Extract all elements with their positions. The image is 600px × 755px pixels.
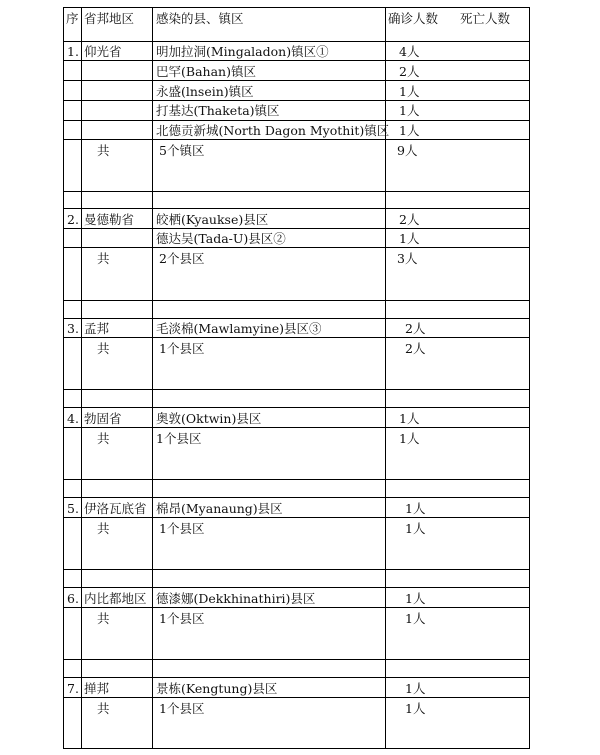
region-name: 孟邦 [84,321,110,336]
row-rule [63,517,530,518]
confirmed-count: 1人 [399,84,420,99]
total-label: 共 [97,341,110,356]
row-rule [63,80,530,81]
col-rule [81,7,82,749]
group-number: 5. [67,501,79,516]
row-rule [63,677,530,678]
total-label: 共 [97,143,110,158]
total-confirmed: 1人 [405,521,426,536]
row-rule [63,659,530,660]
total-district: 1个县区 [156,431,202,446]
total-district: 5个镇区 [159,143,205,158]
region-name: 掸邦 [84,681,110,696]
row-rule [63,607,530,608]
region-name: 内比都地区 [84,591,147,606]
row-rule [63,191,530,192]
row-rule [63,389,530,390]
group-number: 4. [67,411,79,426]
row-rule [63,100,530,101]
total-district: 1个县区 [159,611,205,626]
district-name: 棉昂(Myanaung)县区 [156,501,283,516]
confirmed-count: 2人 [399,212,420,227]
header-district: 感染的县、镇区 [156,11,244,26]
region-name: 伊洛瓦底省 [84,501,147,516]
region-name: 仰光省 [84,44,122,59]
confirmed-count: 1人 [405,591,426,606]
district-name: 毛淡棉(Mawlamyine)县区③ [156,321,322,336]
confirmed-count: 1人 [405,681,426,696]
total-label: 共 [97,521,110,536]
row-rule [63,60,530,61]
group-number: 3. [67,321,79,336]
total-district: 1个县区 [159,521,205,536]
header-deaths: 死亡人数 [460,11,511,26]
row-rule [63,697,530,698]
row-rule [63,41,530,42]
total-label: 共 [97,431,110,446]
district-name: 北德贡新城(North Dagon Myothit)镇区 [156,123,390,138]
district-name: 景栋(Kengtung)县区 [156,681,278,696]
district-name: 打基达(Thaketa)镇区 [156,103,280,118]
row-rule [63,7,530,8]
col-rule [152,7,153,749]
row-rule [63,139,530,140]
total-district: 1个县区 [159,341,205,356]
header-confirmed: 确诊人数 [388,11,439,26]
case-table [63,7,530,749]
total-label: 共 [97,701,110,716]
district-name: 奥敦(Oktwin)县区 [156,411,262,426]
confirmed-count: 4人 [399,44,420,59]
row-rule [63,120,530,121]
group-number: 2. [67,212,79,227]
row-rule [63,569,530,570]
confirmed-count: 2人 [405,321,426,336]
district-name: 巴罕(Bahan)镇区 [156,64,256,79]
group-number: 1. [67,44,79,59]
row-rule [63,208,530,209]
row-rule [63,479,530,480]
confirmed-count: 1人 [399,103,420,118]
header-seq: 序 [66,11,79,26]
district-name: 明加拉洞(Mingaladon)镇区① [156,44,329,59]
row-rule [63,748,530,749]
total-confirmed: 1人 [405,701,426,716]
col-rule [385,7,386,749]
total-district: 2个县区 [159,251,205,266]
total-confirmed: 3人 [397,251,418,266]
confirmed-count: 1人 [399,123,420,138]
row-rule [63,587,530,588]
total-district: 1个县区 [159,701,205,716]
row-rule [63,407,530,408]
region-name: 勃固省 [84,411,122,426]
confirmed-count: 1人 [405,501,426,516]
total-label: 共 [97,611,110,626]
row-rule [63,318,530,319]
district-name: 皎栖(Kyaukse)县区 [156,212,269,227]
row-rule [63,228,530,229]
row-rule [63,300,530,301]
header-region: 省邦地区 [84,11,135,26]
total-confirmed: 2人 [405,341,426,356]
col-rule [63,7,64,749]
region-name: 曼德勒省 [84,212,135,227]
district-name: 德漆娜(Dekkhinathiri)县区 [156,591,316,606]
district-name: 德达吴(Tada-U)县区② [156,231,286,246]
total-confirmed: 1人 [405,611,426,626]
total-label: 共 [97,251,110,266]
group-number: 6. [67,591,79,606]
row-rule [63,497,530,498]
total-confirmed: 1人 [399,431,420,446]
district-name: 永盛(lnsein)镇区 [156,84,254,99]
col-rule [529,7,530,749]
confirmed-count: 1人 [399,411,420,426]
total-confirmed: 9人 [397,143,418,158]
confirmed-count: 1人 [399,231,420,246]
row-rule [63,337,530,338]
row-rule [63,247,530,248]
confirmed-count: 2人 [399,64,420,79]
group-number: 7. [67,681,79,696]
row-rule [63,427,530,428]
